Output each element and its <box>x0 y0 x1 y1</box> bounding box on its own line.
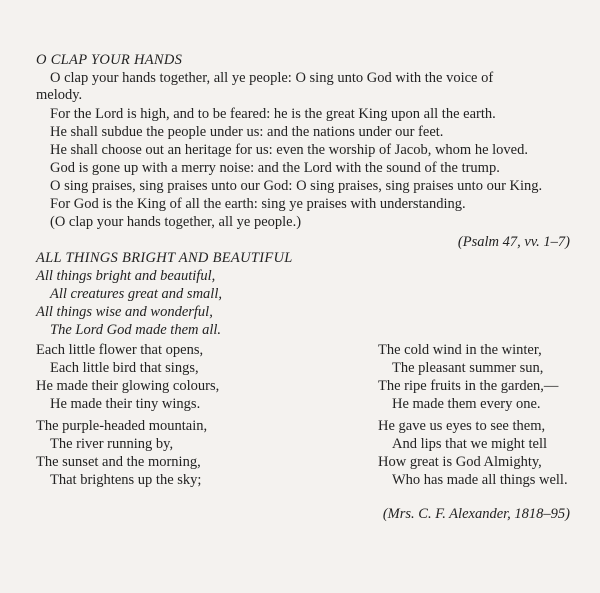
left-stanza-line: He made their glowing colours, <box>36 378 220 394</box>
right-stanza-line: He made them every one. <box>392 396 541 412</box>
verse-line: For God is the King of all the earth: sing ye praises with understanding. <box>50 196 466 212</box>
left-stanza-line: The river running by, <box>50 436 174 452</box>
verse-line: (O clap your hands together, all ye people.) <box>50 214 302 230</box>
right-stanza-line: And lips that we might tell <box>392 436 548 452</box>
right-stanza-line: The ripe fruits in the garden,— <box>378 378 559 394</box>
refrain-line: All things wise and wonderful, <box>36 304 213 320</box>
right-stanza-line: He gave us eyes to see them, <box>378 418 546 434</box>
right-stanza-line: The pleasant summer sun, <box>392 360 544 376</box>
left-stanza-line: He made their tiny wings. <box>50 396 201 412</box>
verse-line: He shall choose out an heritage for us: even the worship of Jacob, whom he loved. <box>50 142 528 158</box>
verse-line: melody. <box>36 87 83 103</box>
right-stanza-line: How great is God Almighty, <box>378 454 542 470</box>
verse-line: He shall subdue the people under us: and the nations under our feet. <box>50 124 444 140</box>
citation-alexander: (Mrs. C. F. Alexander, 1818–95) <box>382 506 570 522</box>
right-stanza-line: Who has made all things well. <box>392 472 568 488</box>
verse-line: O sing praises, sing praises unto our God: O sing praises, sing praises unto our King. <box>50 178 543 194</box>
left-stanza-line: That brightens up the sky; <box>50 472 202 488</box>
verse-line: For the Lord is high, and to be feared: he is the great King upon all the earth. <box>50 106 496 122</box>
section-title-clap: O CLAP YOUR HANDS <box>36 52 183 68</box>
verse-line: God is gone up with a merry noise: and the Lord with the sound of the trump. <box>50 160 500 176</box>
citation-psalm: (Psalm 47, vv. 1–7) <box>457 234 570 250</box>
left-stanza-line: The purple-headed mountain, <box>36 418 208 434</box>
left-stanza-line: Each little bird that sings, <box>50 360 199 376</box>
left-stanza-line: The sunset and the morning, <box>36 454 201 470</box>
right-stanza-line: The cold wind in the winter, <box>378 342 542 358</box>
refrain-line: All creatures great and small, <box>50 286 222 302</box>
verse-line: O clap your hands together, all ye people: O sing unto God with the voice of <box>50 70 494 86</box>
section-title-bright: ALL THINGS BRIGHT AND BEAUTIFUL <box>36 250 293 266</box>
refrain-line: All things bright and beautiful, <box>36 268 216 284</box>
left-stanza-line: Each little flower that opens, <box>36 342 204 358</box>
refrain-line: The Lord God made them all. <box>50 322 222 338</box>
